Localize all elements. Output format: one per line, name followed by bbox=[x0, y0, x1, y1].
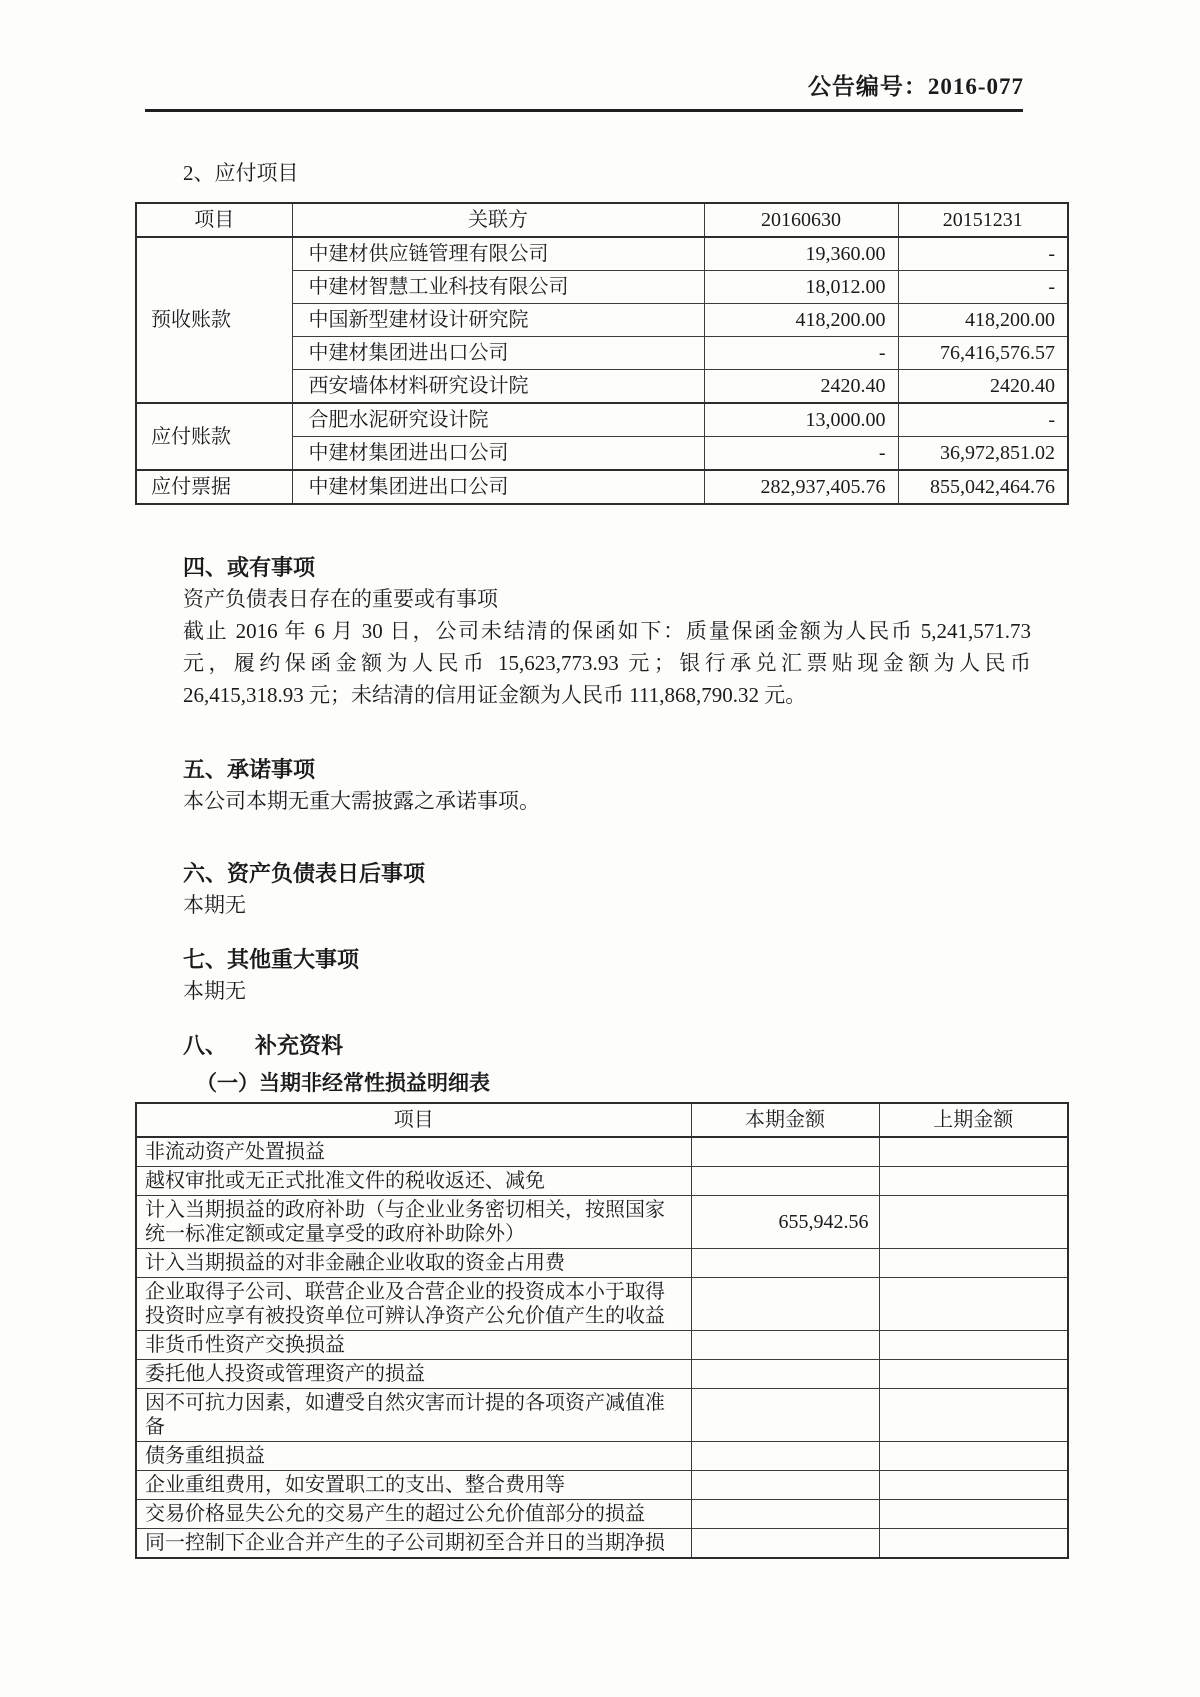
amount-cell: 418,200.00 bbox=[704, 304, 898, 337]
section8-subtitle: （一）当期非经常性损益明细表 bbox=[196, 1071, 490, 1095]
table-row bbox=[136, 1471, 1068, 1500]
current-amount-cell bbox=[691, 1278, 879, 1331]
col-header-item: 项目 bbox=[136, 1103, 691, 1137]
prior-amount-cell bbox=[879, 1137, 1068, 1167]
section4-intro: 资产负债表日存在的重要或有事项 bbox=[183, 587, 498, 611]
payables-table bbox=[135, 202, 1069, 505]
col-header-20151231: 20151231 bbox=[898, 203, 1068, 237]
amount-cell: 18,012.00 bbox=[704, 271, 898, 304]
prior-amount-cell bbox=[879, 1360, 1068, 1389]
amount-cell: 282,937,405.76 bbox=[704, 470, 898, 504]
prior-amount-cell bbox=[879, 1278, 1068, 1331]
amount-cell: 76,416,576.57 bbox=[898, 337, 1068, 370]
section5-title: 五、承诺事项 bbox=[183, 757, 316, 782]
prior-amount-cell bbox=[879, 1471, 1068, 1500]
table-header-row bbox=[136, 203, 1068, 237]
table-row bbox=[136, 1442, 1068, 1471]
col-header-item: 项目 bbox=[136, 203, 292, 237]
table-row bbox=[136, 1167, 1068, 1196]
amount-cell: 2420.40 bbox=[704, 370, 898, 404]
amount-cell: - bbox=[898, 403, 1068, 437]
current-amount-cell bbox=[691, 1137, 879, 1167]
table-row bbox=[136, 1196, 1068, 1249]
item-group-label: 应付票据 bbox=[136, 470, 292, 504]
section7-body: 本期无 bbox=[183, 979, 246, 1003]
table-row bbox=[136, 1360, 1068, 1389]
related-party-cell: 中国新型建材设计研究院 bbox=[292, 304, 704, 337]
item-cell: 企业重组费用，如安置职工的支出、整合费用等 bbox=[136, 1471, 691, 1500]
amount-cell: - bbox=[898, 271, 1068, 304]
related-party-cell: 中建材集团进出口公司 bbox=[292, 470, 704, 504]
current-amount-cell: 655,942.56 bbox=[691, 1196, 879, 1249]
related-party-cell: 中建材供应链管理有限公司 bbox=[292, 237, 704, 271]
table-row bbox=[136, 403, 1068, 437]
prior-amount-cell bbox=[879, 1167, 1068, 1196]
table-row bbox=[136, 237, 1068, 271]
item-cell: 非流动资产处置损益 bbox=[136, 1137, 691, 1167]
item-cell: 同一控制下企业合并产生的子公司期初至合并日的当期净损 bbox=[136, 1529, 691, 1559]
col-header-current-amount: 本期金额 bbox=[691, 1103, 879, 1137]
amount-cell: - bbox=[704, 337, 898, 370]
section8-title-text: 补充资料 bbox=[255, 1033, 344, 1058]
amount-cell: 855,042,464.76 bbox=[898, 470, 1068, 504]
amount-cell: - bbox=[898, 237, 1068, 271]
amount-cell: 2420.40 bbox=[898, 370, 1068, 404]
paragraph-line: 元，履约保函金额为人民币 15,623,773.93 元；银行承兑汇票贴现金额为人民币 bbox=[183, 651, 1031, 675]
prior-amount-cell bbox=[879, 1331, 1068, 1360]
current-amount-cell bbox=[691, 1249, 879, 1278]
amount-cell: 13,000.00 bbox=[704, 403, 898, 437]
section6-title: 六、资产负债表日后事项 bbox=[183, 861, 426, 886]
related-party-cell: 中建材集团进出口公司 bbox=[292, 337, 704, 370]
table-row bbox=[136, 1500, 1068, 1529]
prior-amount-cell bbox=[879, 1442, 1068, 1471]
section4-title: 四、或有事项 bbox=[183, 555, 316, 580]
amount-cell: 36,972,851.02 bbox=[898, 437, 1068, 471]
table-row bbox=[136, 1529, 1068, 1559]
table-row bbox=[136, 470, 1068, 504]
section8-title bbox=[183, 1031, 1200, 1061]
section5-body: 本公司本期无重大需披露之承诺事项。 bbox=[183, 789, 540, 813]
table-row bbox=[136, 1389, 1068, 1442]
related-party-cell: 中建材智慧工业科技有限公司 bbox=[292, 271, 704, 304]
amount-cell: - bbox=[704, 437, 898, 471]
related-party-cell: 西安墙体材料研究设计院 bbox=[292, 370, 704, 404]
current-amount-cell bbox=[691, 1442, 879, 1471]
table-row bbox=[136, 1137, 1068, 1167]
section7-title: 七、其他重大事项 bbox=[183, 947, 360, 972]
prior-amount-cell bbox=[879, 1500, 1068, 1529]
col-header-prior-amount: 上期金额 bbox=[879, 1103, 1068, 1137]
current-amount-cell bbox=[691, 1360, 879, 1389]
paragraph-line: 26,415,318.93 元；未结清的信用证金额为人民币 111,868,790.32 元。 bbox=[183, 683, 807, 707]
item-cell: 企业取得子公司、联营企业及合营企业的投资成本小于取得投资时应享有被投资单位可辨认净资产公允价值产生的收益 bbox=[136, 1278, 691, 1331]
current-amount-cell bbox=[691, 1529, 879, 1559]
current-amount-cell bbox=[691, 1471, 879, 1500]
section4-paragraph bbox=[183, 615, 1031, 711]
current-amount-cell bbox=[691, 1500, 879, 1529]
amount-cell: 19,360.00 bbox=[704, 237, 898, 271]
doc-number: 公告编号：2016-077 bbox=[807, 74, 1024, 99]
item-cell: 债务重组损益 bbox=[136, 1442, 691, 1471]
col-header-20160630: 20160630 bbox=[704, 203, 898, 237]
header-rule bbox=[145, 109, 1023, 112]
item-cell: 越权审批或无正式批准文件的税收返还、减免 bbox=[136, 1167, 691, 1196]
amount-cell: 418,200.00 bbox=[898, 304, 1068, 337]
section6-body: 本期无 bbox=[183, 893, 246, 917]
doc-header bbox=[0, 0, 1024, 102]
table-header-row bbox=[136, 1103, 1068, 1137]
payables-title: 2、应付项目 bbox=[183, 161, 299, 185]
related-party-cell: 合肥水泥研究设计院 bbox=[292, 403, 704, 437]
current-amount-cell bbox=[691, 1331, 879, 1360]
prior-amount-cell bbox=[879, 1529, 1068, 1559]
item-group-label: 预收账款 bbox=[136, 237, 292, 403]
prior-amount-cell bbox=[879, 1196, 1068, 1249]
item-cell: 交易价格显失公允的交易产生的超过公允价值部分的损益 bbox=[136, 1500, 691, 1529]
related-party-cell: 中建材集团进出口公司 bbox=[292, 437, 704, 471]
prior-amount-cell bbox=[879, 1389, 1068, 1442]
table-row bbox=[136, 1278, 1068, 1331]
current-amount-cell bbox=[691, 1167, 879, 1196]
item-cell: 计入当期损益的政府补助（与企业业务密切相关，按照国家统一标准定额或定量享受的政府补助除外） bbox=[136, 1196, 691, 1249]
prior-amount-cell bbox=[879, 1249, 1068, 1278]
section8-number: 八、 bbox=[183, 1033, 228, 1058]
item-cell: 计入当期损益的对非金融企业收取的资金占用费 bbox=[136, 1249, 691, 1278]
item-group-label: 应付账款 bbox=[136, 403, 292, 470]
item-cell: 非货币性资产交换损益 bbox=[136, 1331, 691, 1360]
non-recurring-items-table bbox=[135, 1102, 1069, 1559]
paragraph-line: 截止 2016 年 6 月 30 日，公司未结清的保函如下：质量保函金额为人民币 5,241,571.73 bbox=[183, 619, 1031, 643]
item-cell: 因不可抗力因素，如遭受自然灾害而计提的各项资产减值准备 bbox=[136, 1389, 691, 1442]
item-cell: 委托他人投资或管理资产的损益 bbox=[136, 1360, 691, 1389]
current-amount-cell bbox=[691, 1389, 879, 1442]
col-header-related-party: 关联方 bbox=[292, 203, 704, 237]
table-row bbox=[136, 1331, 1068, 1360]
table-row bbox=[136, 1249, 1068, 1278]
